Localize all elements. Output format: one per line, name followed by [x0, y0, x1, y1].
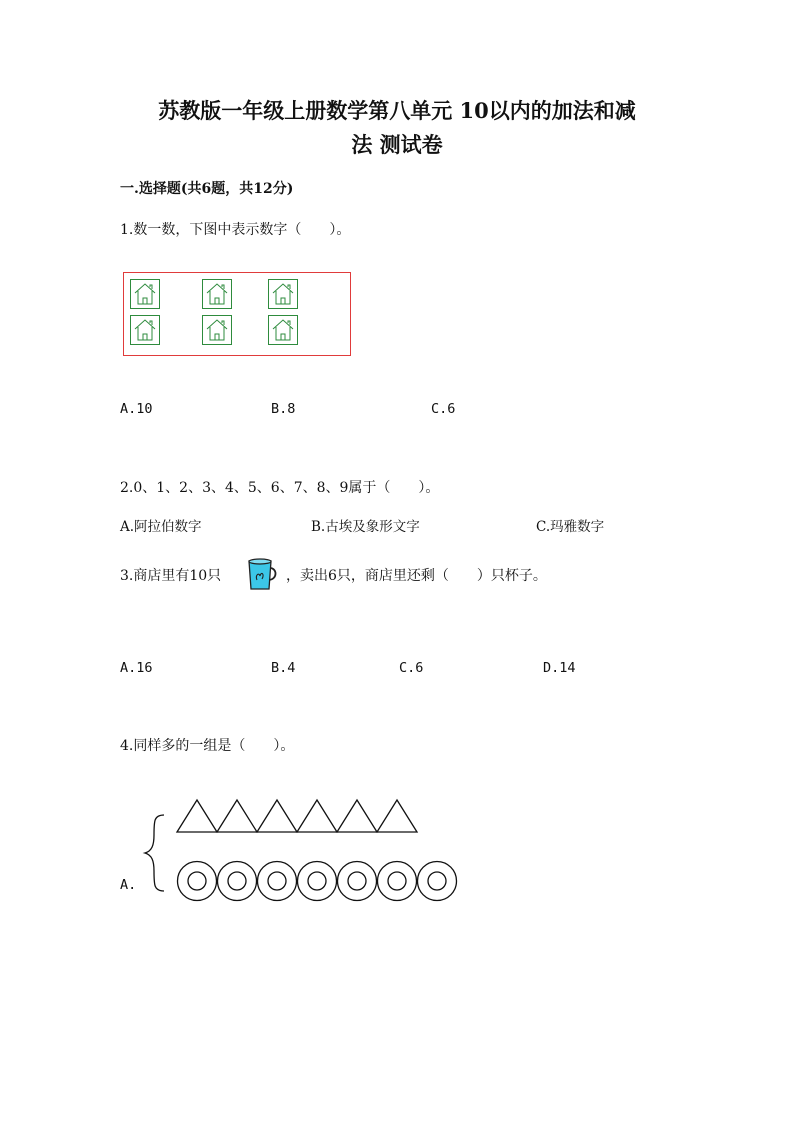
- ring-shape: [258, 862, 297, 901]
- house-icon: [130, 315, 160, 345]
- ring-shape: [298, 862, 337, 901]
- question-1-figure: [123, 272, 351, 356]
- question-3-option-c[interactable]: C.6: [399, 660, 424, 676]
- section-heading: 一.选择题(共6题，共12分): [120, 181, 294, 197]
- triangle-shape: [177, 800, 217, 832]
- question-3-stem-after: ，卖出6只，商店里还剩（ ）只杯子。: [286, 568, 547, 584]
- ring-shape: [378, 862, 417, 901]
- question-2-option-c[interactable]: C.玛雅数字: [536, 519, 605, 535]
- ring-shape: [218, 862, 257, 901]
- ring-row: [178, 862, 457, 901]
- house-icon: [268, 279, 298, 309]
- ring-shape: [178, 862, 217, 901]
- ring-shape: [338, 862, 377, 901]
- question-2-stem: 2.0、1、2、3、4、5、6、7、8、9属于（ ）。: [120, 480, 440, 496]
- question-3-option-d[interactable]: D.14: [543, 660, 576, 676]
- question-1-option-a[interactable]: A.10: [120, 401, 153, 417]
- question-3-option-a[interactable]: A.16: [120, 660, 153, 676]
- question-1-option-c[interactable]: C.6: [431, 401, 456, 417]
- page-title-line-1: 苏教版一年级上册数学第八单元 10以内的加法和减: [158, 98, 636, 123]
- triangle-shape: [217, 800, 257, 832]
- question-2-option-a[interactable]: A.阿拉伯数字: [120, 519, 202, 535]
- house-icon: [202, 315, 232, 345]
- brace-shape: [145, 815, 164, 891]
- question-1-stem: 1.数一数，下图中表示数字（ ）。: [120, 222, 351, 238]
- triangle-shape: [377, 800, 417, 832]
- question-2-option-b[interactable]: B.古埃及象形文字: [311, 519, 420, 535]
- triangle-shape: [257, 800, 297, 832]
- question-4-option-a[interactable]: A.: [120, 877, 137, 893]
- question-3-stem-before: 3.商店里有10只: [120, 568, 222, 584]
- question-1-option-b[interactable]: B.8: [271, 401, 296, 417]
- triangle-row: [177, 800, 417, 832]
- triangle-shape: [297, 800, 337, 832]
- page-title-line-2: 法 测试卷: [351, 132, 443, 157]
- house-icon: [202, 279, 232, 309]
- house-icon: [130, 279, 160, 309]
- ring-shape: [418, 862, 457, 901]
- cup-icon: [244, 557, 280, 593]
- question-3-option-b[interactable]: B.4: [271, 660, 296, 676]
- question-4-stem: 4.同样多的一组是（ ）。: [120, 738, 295, 754]
- question-4-figure: [140, 795, 470, 905]
- triangle-shape: [337, 800, 377, 832]
- house-icon: [268, 315, 298, 345]
